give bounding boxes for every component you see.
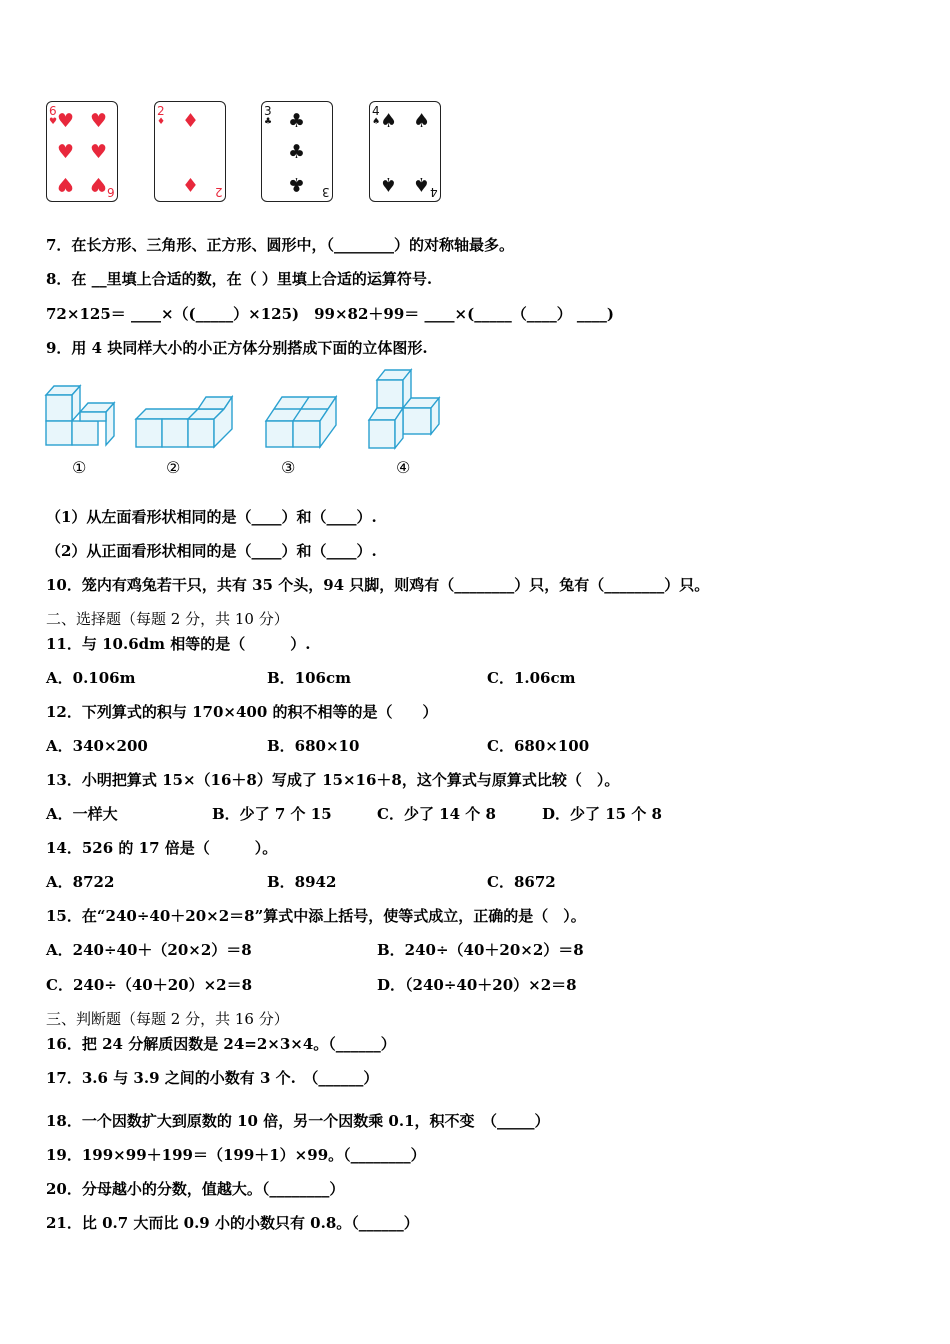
card-suit-small: ♦	[157, 117, 166, 127]
cube-figure-1	[44, 378, 118, 448]
question-9-part-1: （1）从左面看形状相同的是（____）和（____）.	[46, 508, 377, 526]
question-17: 17．3.6 与 3.9 之间的小数有 3 个. （______）	[46, 1069, 379, 1087]
diamond-icon: ♦	[182, 173, 200, 195]
q12-option-a: A．340×200	[46, 737, 148, 755]
card-rank: 3	[264, 104, 272, 118]
spade-icon: ♠	[413, 110, 431, 132]
heart-icon: ♥	[57, 173, 75, 195]
cube-figure-3	[264, 395, 340, 450]
q15-option-d: D．（240÷40＋20）×2＝8	[377, 976, 577, 994]
figure-label-1: ①	[72, 458, 87, 477]
spade-icon: ♠	[380, 110, 398, 132]
question-7: 7．在长方形、三角形、正方形、圆形中，（________）的对称轴最多。	[46, 236, 514, 254]
question-16: 16．把 24 分解质因数是 24=2×3×4。（______）	[46, 1035, 396, 1053]
q12-option-c: C．680×100	[487, 737, 590, 755]
card-suit-small: ♣	[264, 117, 273, 127]
q13-option-c: C．少了 14 个 8	[377, 805, 496, 823]
question-10: 10．笼内有鸡兔若干只，共有 35 个头，94 只脚，则鸡有（________）只，兔有（________）只。	[46, 576, 710, 594]
card-four-spades	[369, 101, 441, 202]
section-2-heading: 二、选择题（每题 2 分，共 10 分）	[46, 610, 289, 628]
heart-icon: ♥	[90, 141, 108, 163]
q13-option-d: D．少了 15 个 8	[542, 805, 662, 823]
figure-label-3: ③	[281, 458, 296, 477]
spade-icon: ♠	[413, 173, 431, 195]
question-8: 8．在 __里填上合适的数，在（ ）里填上合适的运算符号.	[46, 270, 433, 288]
figure-label-4: ④	[396, 458, 411, 477]
card-suit-small: ♠	[372, 117, 381, 127]
question-8-equations: 72×125＝ ____×（(_____）×125) 99×82＋99＝ ____×(_____（____） ____)	[46, 305, 615, 323]
heart-icon: ♥	[57, 141, 75, 163]
section-3-heading: 三、判断题（每题 2 分，共 16 分）	[46, 1010, 289, 1028]
question-18: 18．一个因数扩大到原数的 10 倍，另一个因数乘 0.1，积不变 （_____）	[46, 1112, 550, 1130]
cube-figure-2	[134, 395, 234, 450]
q11-option-a: A．0.106m	[46, 669, 136, 687]
question-21: 21．比 0.7 大而比 0.9 小的小数只有 0.8。（______）	[46, 1214, 419, 1232]
question-11: 11．与 10.6dm 相等的是（ ）.	[46, 635, 311, 653]
question-9-part-2: （2）从正面看形状相同的是（____）和（____）.	[46, 542, 377, 560]
card-rank-bottom: 3	[322, 185, 330, 199]
card-three-clubs	[261, 101, 333, 202]
card-suit-small: ♥	[49, 117, 58, 127]
spade-icon: ♠	[380, 173, 398, 195]
question-13: 13．小明把算式 15×（16＋8）写成了 15×16＋8，这个算式与原算式比较（ ）。	[46, 771, 620, 789]
q12-option-b: B．680×10	[267, 737, 360, 755]
q15-option-c: C．240÷（40＋20）×2＝8	[46, 976, 253, 994]
q11-option-b: B．106cm	[267, 669, 351, 687]
diamond-icon: ♦	[182, 110, 200, 132]
q14-option-b: B．8942	[267, 873, 337, 891]
question-12: 12．下列算式的积与 170×400 的积不相等的是（ ）	[46, 703, 438, 721]
question-14: 14．526 的 17 倍是（ ）。	[46, 839, 278, 857]
heart-icon: ♥	[57, 110, 75, 132]
q15-option-b: B．240÷（40＋20×2）＝8	[377, 941, 584, 959]
question-19: 19．199×99＋199＝（199＋1）×99。（________）	[46, 1146, 426, 1164]
question-20: 20．分母越小的分数，值越大。（________）	[46, 1180, 345, 1198]
q14-option-a: A．8722	[46, 873, 115, 891]
heart-icon: ♥	[90, 173, 108, 195]
card-two-diamonds	[154, 101, 226, 202]
q13-option-a: A．一样大	[46, 805, 118, 823]
heart-icon: ♥	[90, 110, 108, 132]
card-rank: 2	[157, 104, 165, 118]
card-rank-bottom: 6	[107, 185, 115, 199]
cube-figure-4	[367, 368, 445, 452]
card-rank: 4	[372, 104, 380, 118]
question-9: 9．用 4 块同样大小的小正方体分别搭成下面的立体图形.	[46, 339, 428, 357]
question-15: 15．在“240÷40＋20×2＝8”算式中添上括号，使等式成立，正确的是（ ）。	[46, 907, 586, 925]
card-rank: 6	[49, 104, 57, 118]
club-icon: ♣	[288, 110, 306, 132]
club-icon: ♣	[288, 173, 306, 195]
card-rank-bottom: 2	[215, 185, 223, 199]
q15-option-a: A．240÷40＋（20×2）＝8	[46, 941, 252, 959]
club-icon: ♣	[288, 141, 306, 163]
q13-option-b: B．少了 7 个 15	[212, 805, 332, 823]
card-rank-bottom: 4	[430, 185, 438, 199]
figure-label-2: ②	[166, 458, 181, 477]
q14-option-c: C．8672	[487, 873, 556, 891]
q11-option-c: C．1.06cm	[487, 669, 576, 687]
card-six-hearts	[46, 101, 118, 202]
